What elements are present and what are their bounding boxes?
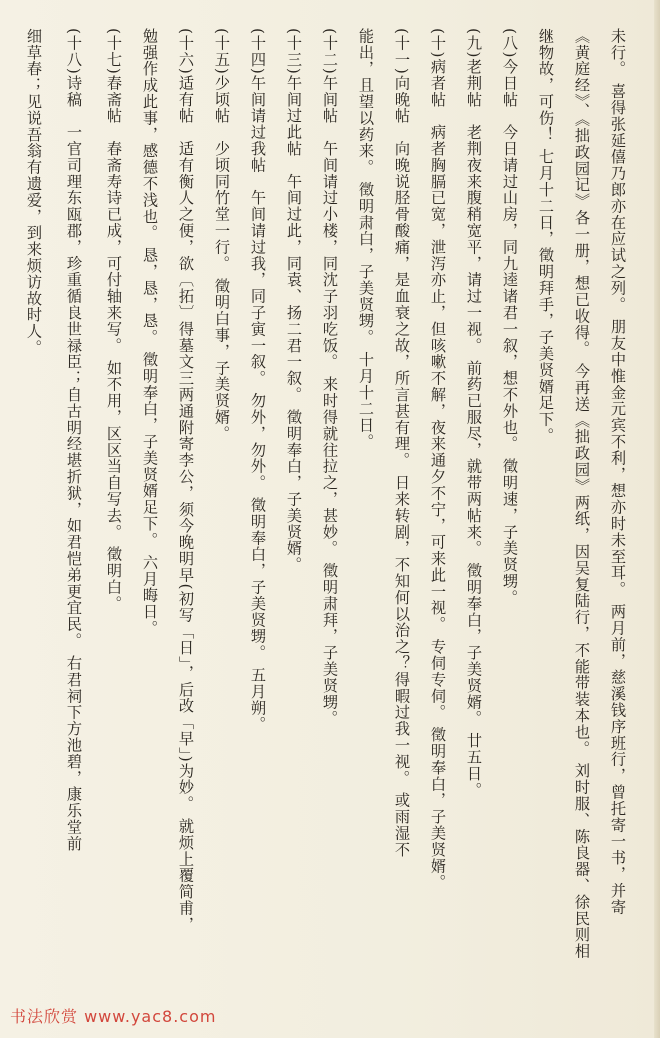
text-column-17: 细草春；见说吾翁有遗爱，到来烦访故时人。 [25,28,43,356]
text-column-14: 勉强作成此事，感德不浅也。 恳，恳，恳。 徵明奉白，子美贤婿足下。 六月晦日。 [141,28,159,637]
text-column-12: (十五)少顷帖 少顷同竹堂一行。 徵明白事，子美贤婿。 [213,28,231,442]
text-column-3: 继物故，可伤！ 七月十二日，徵明拜手，子美贤婿足下。 [537,28,555,445]
text-column-1: 未行。 喜得张延僖乃郎亦在应试之列。 朋友中惟金元宾不利，想亦时未至耳。 两月前，慈溪钱序班行，曾托寄一书，并寄 [609,28,627,916]
text-column-16: (十八)诗稿 一官司理东瓯郡，珍重循良世禄臣；自古明经堪折狱，如君恺弟更宜民。 右君祠下方池碧，康乐堂前 [65,28,83,852]
text-column-9: (十二)午间帖 午间请过小楼，同沈子羽吃饭。 来时得就往拉之，甚妙。 徵明肃拜，子美贤甥。 [321,28,339,727]
site-watermark: 书法欣赏 www.yac8.com [10,1007,217,1026]
text-column-10: (十三)午间过此帖 午间过此，同袁、扬二君一叙。 徵明奉白，子美贤婿。 [285,28,303,574]
text-column-13: (十六)适有帖 适有衡人之便，欲〔拓〕得墓文三两通附寄李公，须今晚明早(初写「日」，后改「早」)为妙。 就烦上覆简甫， [177,28,195,933]
text-column-6: (十)病者帖 病者胸膈已宽，泄泻亦止，但咳嗽不解，夜来通夕不宁，可来此一视。 专伺专伺。 徵明奉白，子美贤婿。 [429,28,447,891]
text-column-8: 能出，且望以药来。 徵明肃白，子美贤甥。 十月十二日。 [357,28,375,451]
text-column-5: (九)老荆帖 老荆夜来腹稍宽平，请过一视。 前药已服尽，就带两帖来。 徵明奉白，子美贤婿。 廿五日。 [465,28,483,799]
text-column-11: (十四)午间请过我帖 午间请过我，同子寅一叙。 勿外，勿外。 徵明奉白，子美贤甥。 五月朔。 [249,28,267,733]
text-column-15: (十七)春斋帖 春斋寿诗已成，可付轴来写。 如不用，区区当自写去。 徵明白。 [105,28,123,612]
text-column-7: (十一)向晚帖 向晚说胫骨酸痛，是血衰之故，所言甚有理。 日来转剧，不知何以治之？得暇过我一视。 或雨湿不 [393,28,411,858]
page-edge [654,0,660,1038]
text-column-4: (八)今日帖 今日请过山房，同九逵诸君一叙，想不外也。 徵明速，子美贤甥。 [501,28,519,606]
text-column-2: 《黄庭经》、《拙政园记》各一册，想已收得。 今再送《拙政园》两纸，因吴复陆行，不能带装本也。 刘时服、陈良器、徐民则相 [573,28,591,960]
